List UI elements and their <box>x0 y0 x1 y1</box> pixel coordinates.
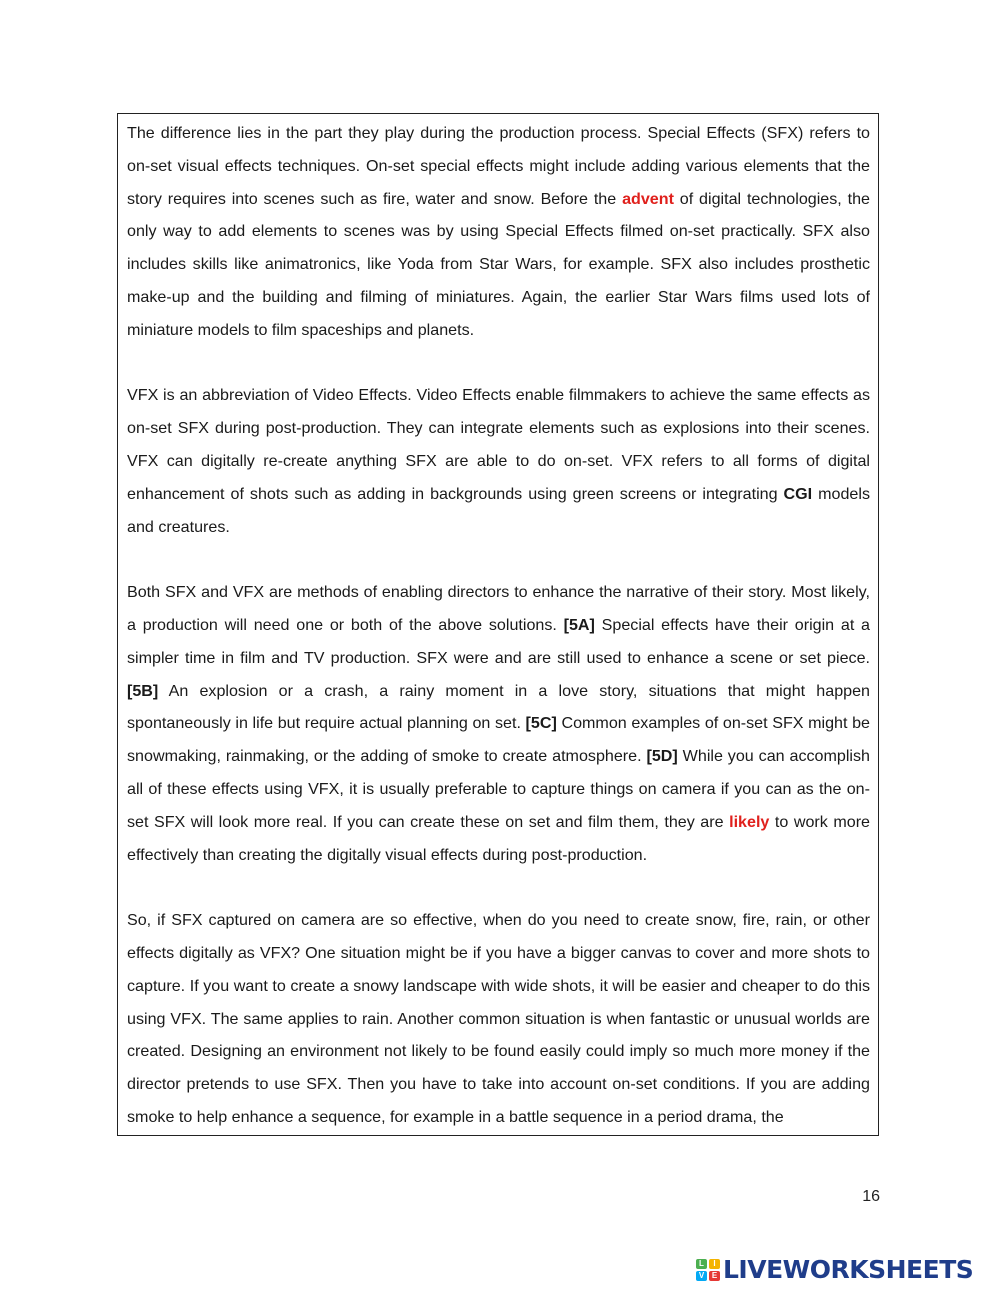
logo-mark-letter: I <box>709 1259 720 1269</box>
paragraph-3-text: Both SFX and VFX are methods of enabling directors to enhance the narrative of their story. Most likely, a production will need one or both of the above solutions. <box>127 583 870 634</box>
paragraph-1-text-end: of digital technologies, the only way to add elements to scenes was by using Special Effects filmed on-set practically. SFX also includes skills like animatronics, like Yoda from Star Wars, for example. SFX also includes prosthetic make-up and the building and filming of miniatures. Again, the earlier Star Wars films used lots of miniature models to film spaceships and planets. <box>127 189 870 339</box>
page-number: 16 <box>862 1188 880 1205</box>
paragraph-3 <box>127 576 870 871</box>
paragraph-spacer <box>127 871 870 904</box>
highlight-word-likely: likely <box>729 812 770 831</box>
reading-passage-box <box>117 113 879 1136</box>
logo-mark-icon <box>696 1259 720 1281</box>
marker-5d: [5D] <box>646 747 678 766</box>
highlight-word-advent: advent <box>622 189 674 208</box>
paragraph-3-text: Special effects have their origin at a simpler time in film and TV production. SFX were and are still used to enhance a scene or set piece. <box>127 615 870 667</box>
logo-mark-letter: L <box>696 1259 707 1269</box>
marker-5b: [5B] <box>127 681 159 700</box>
paragraph-2-text-end: models and creatures. <box>127 484 870 536</box>
paragraph-3-text: While you can accomplish all of these effects using VFX, it is usually preferable to capture things on camera if you can as the on-set SFX will look more real. If you can create these on set and film them, they are <box>127 747 870 831</box>
paragraph-2 <box>127 379 870 543</box>
marker-5c: [5C] <box>525 714 557 733</box>
paragraph-3-text: Common examples of on-set SFX might be snowmaking, rainmaking, or the adding of smoke to create atmosphere. <box>127 714 870 766</box>
logo-wordmark: LIVEWORKSHEETS <box>723 1255 974 1284</box>
paragraph-3-text: An explosion or a crash, a rainy moment in a love story, situations that might happen spontaneously in life but require actual planning on set. <box>127 681 870 733</box>
marker-5a: [5A] <box>563 615 595 634</box>
liveworksheets-logo <box>696 1255 973 1285</box>
bold-term-cgi: CGI <box>783 484 813 503</box>
paragraph-spacer <box>127 543 870 576</box>
paragraph-1 <box>127 117 870 347</box>
logo-mark-letter: V <box>696 1271 707 1281</box>
paragraph-4 <box>127 904 870 1134</box>
logo-mark-letter: E <box>709 1271 720 1281</box>
paragraph-1-text: The difference lies in the part they play during the production process. Special Effects (SFX) refers to on-set visual effects techniques. On-set special effects might include adding various elements that the story requires into scenes such as fire, water and snow. Before the <box>127 124 870 208</box>
paragraph-spacer <box>127 347 870 380</box>
paragraph-3-text-end: to work more effectively than creating the digitally visual effects during post-production. <box>127 812 871 864</box>
paragraph-2-text: VFX is an abbreviation of Video Effects. Video Effects enable filmmakers to achieve the same effects as on-set SFX during post-production. They can integrate elements such as explosions into their scenes. VFX can digitally re-create anything SFX are able to do on-set. VFX refers to all forms of digital enhancement of shots such as adding in backgrounds using green screens or integrating <box>127 386 870 503</box>
paragraph-4-text: So, if SFX captured on camera are so effective, when do you need to create snow, fire, rain, or other effects digitally as VFX? One situation might be if you have a bigger canvas to cover and more shots to capture. If you want to create a snowy landscape with wide shots, it will be easier and cheaper to do this using VFX. The same applies to rain. Another common situation is when fantastic or unusual worlds are created. Designing an environment not likely to be found easily could imply so much more money if the director pretends to use SFX. Then you have to take into account on-set conditions. If you are adding smoke to help enhance a sequence, for example in a battle sequence in a period drama, the <box>127 911 870 1126</box>
